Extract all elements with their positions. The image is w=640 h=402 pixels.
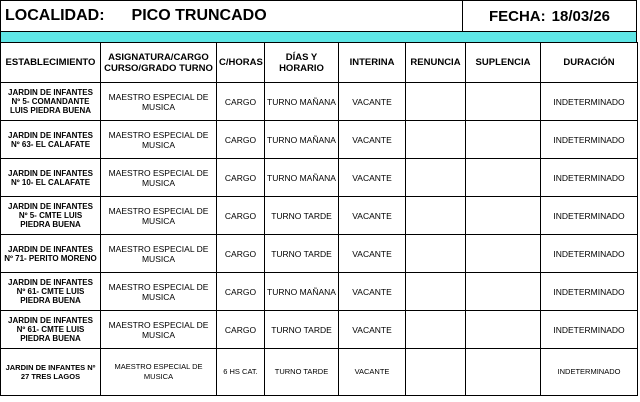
cell-renuncia bbox=[406, 311, 466, 349]
cell-dias-horario: TURNO MAÑANA bbox=[265, 273, 339, 311]
cell-asignatura: MAESTRO ESPECIAL DE MUSICA bbox=[101, 273, 217, 311]
cell-duracion: INDETERMINADO bbox=[541, 159, 638, 197]
cell-duracion: INDETERMINADO bbox=[541, 197, 638, 235]
cell-asignatura: MAESTRO ESPECIAL DE MUSICA bbox=[101, 235, 217, 273]
cell-suplencia bbox=[466, 121, 541, 159]
cell-suplencia bbox=[466, 197, 541, 235]
cell-horas: CARGO bbox=[217, 121, 265, 159]
vacancy-table bbox=[0, 42, 638, 396]
col-header-suplencia: SUPLENCIA bbox=[466, 43, 541, 83]
cell-suplencia bbox=[466, 159, 541, 197]
cell-dias-horario: TURNO MAÑANA bbox=[265, 159, 339, 197]
fecha-section bbox=[463, 1, 636, 31]
cell-establecimiento: JARDIN DE INFANTES Nº 27 TRES LAGOS bbox=[1, 349, 101, 396]
cell-suplencia bbox=[466, 235, 541, 273]
cell-interina: VACANTE bbox=[339, 197, 406, 235]
cell-interina: VACANTE bbox=[339, 273, 406, 311]
cell-duracion: INDETERMINADO bbox=[541, 83, 638, 121]
cell-dias-horario: TURNO MAÑANA bbox=[265, 83, 339, 121]
cell-suplencia bbox=[466, 273, 541, 311]
localidad-value: PICO TRUNCADO bbox=[131, 7, 267, 24]
cell-interina: VACANTE bbox=[339, 159, 406, 197]
cell-horas: CARGO bbox=[217, 197, 265, 235]
cell-dias-horario: TURNO TARDE bbox=[265, 197, 339, 235]
localidad-label: LOCALIDAD: bbox=[5, 7, 105, 24]
table-row bbox=[1, 159, 638, 197]
table-row bbox=[1, 311, 638, 349]
col-header-dias-horario: DÍAS Y HORARIO bbox=[265, 43, 339, 83]
cell-establecimiento: JARDIN DE INFANTES Nº 63- EL CALAFATE bbox=[1, 121, 101, 159]
col-header-renuncia: RENUNCIA bbox=[406, 43, 466, 83]
cell-dias-horario: TURNO TARDE bbox=[265, 235, 339, 273]
cell-horas: CARGO bbox=[217, 273, 265, 311]
cell-establecimiento: JARDIN DE INFANTES Nº 71- PERITO MORENO bbox=[1, 235, 101, 273]
table-row bbox=[1, 197, 638, 235]
table-row bbox=[1, 121, 638, 159]
cell-duracion: INDETERMINADO bbox=[541, 273, 638, 311]
cell-dias-horario: TURNO TARDE bbox=[265, 311, 339, 349]
table-row bbox=[1, 273, 638, 311]
cell-horas: CARGO bbox=[217, 311, 265, 349]
table-row bbox=[1, 349, 638, 396]
cell-renuncia bbox=[406, 197, 466, 235]
cell-dias-horario: TURNO TARDE bbox=[265, 349, 339, 396]
cell-establecimiento: JARDIN DE INFANTES Nº 5- COMANDANTE LUIS PIEDRA BUENA bbox=[1, 83, 101, 121]
cell-renuncia bbox=[406, 83, 466, 121]
localidad-section bbox=[1, 1, 463, 31]
cell-horas: CARGO bbox=[217, 159, 265, 197]
cell-asignatura: MAESTRO ESPECIAL DE MUSICA bbox=[101, 83, 217, 121]
col-header-duracion: DURACIÓN bbox=[541, 43, 638, 83]
cell-asignatura: MAESTRO ESPECIAL DE MUSICA bbox=[101, 197, 217, 235]
cell-duracion: INDETERMINADO bbox=[541, 235, 638, 273]
cell-duracion: INDETERMINADO bbox=[541, 349, 638, 396]
cell-interina: VACANTE bbox=[339, 349, 406, 396]
cell-renuncia bbox=[406, 349, 466, 396]
cell-renuncia bbox=[406, 273, 466, 311]
cell-establecimiento: JARDIN DE INFANTES Nº 5- CMTE LUIS PIEDRA BUENA bbox=[1, 197, 101, 235]
cell-horas: CARGO bbox=[217, 235, 265, 273]
cell-renuncia bbox=[406, 159, 466, 197]
cell-asignatura: MAESTRO ESPECIAL DE MUSICA bbox=[101, 159, 217, 197]
col-header-establecimiento: ESTABLECIMIENTO bbox=[1, 43, 101, 83]
cell-asignatura: MAESTRO ESPECIAL DE MUSICA bbox=[101, 311, 217, 349]
cell-asignatura: MAESTRO ESPECIAL DE MUSICA bbox=[101, 349, 217, 396]
cell-establecimiento: JARDIN DE INFANTES Nº 10- EL CALAFATE bbox=[1, 159, 101, 197]
fecha-value: 18/03/26 bbox=[551, 7, 611, 25]
table-row bbox=[1, 83, 638, 121]
cell-establecimiento: JARDIN DE INFANTES Nº 61- CMTE LUIS PIEDRA BUENA bbox=[1, 273, 101, 311]
cell-duracion: INDETERMINADO bbox=[541, 311, 638, 349]
cell-interina: VACANTE bbox=[339, 83, 406, 121]
fecha-label: FECHA: bbox=[488, 7, 546, 25]
cell-suplencia bbox=[466, 311, 541, 349]
table-row bbox=[1, 235, 638, 273]
title-bar bbox=[0, 0, 637, 32]
cell-interina: VACANTE bbox=[339, 121, 406, 159]
cell-establecimiento: JARDIN DE INFANTES Nº 61- CMTE LUIS PIEDRA BUENA bbox=[1, 311, 101, 349]
cell-interina: VACANTE bbox=[339, 235, 406, 273]
cell-dias-horario: TURNO MAÑANA bbox=[265, 121, 339, 159]
table-header-row bbox=[1, 43, 638, 83]
cell-horas: 6 HS CAT. bbox=[217, 349, 265, 396]
col-header-asignatura: ASIGNATURA/CARGO CURSO/GRADO TURNO bbox=[101, 43, 217, 83]
cell-duracion: INDETERMINADO bbox=[541, 121, 638, 159]
col-header-horas: C/HORAS bbox=[217, 43, 265, 83]
cell-horas: CARGO bbox=[217, 83, 265, 121]
cell-renuncia bbox=[406, 121, 466, 159]
accent-bar bbox=[0, 32, 637, 42]
cell-asignatura: MAESTRO ESPECIAL DE MUSICA bbox=[101, 121, 217, 159]
cell-interina: VACANTE bbox=[339, 311, 406, 349]
cell-suplencia bbox=[466, 83, 541, 121]
cell-renuncia bbox=[406, 235, 466, 273]
col-header-interina: INTERINA bbox=[339, 43, 406, 83]
cell-suplencia bbox=[466, 349, 541, 396]
